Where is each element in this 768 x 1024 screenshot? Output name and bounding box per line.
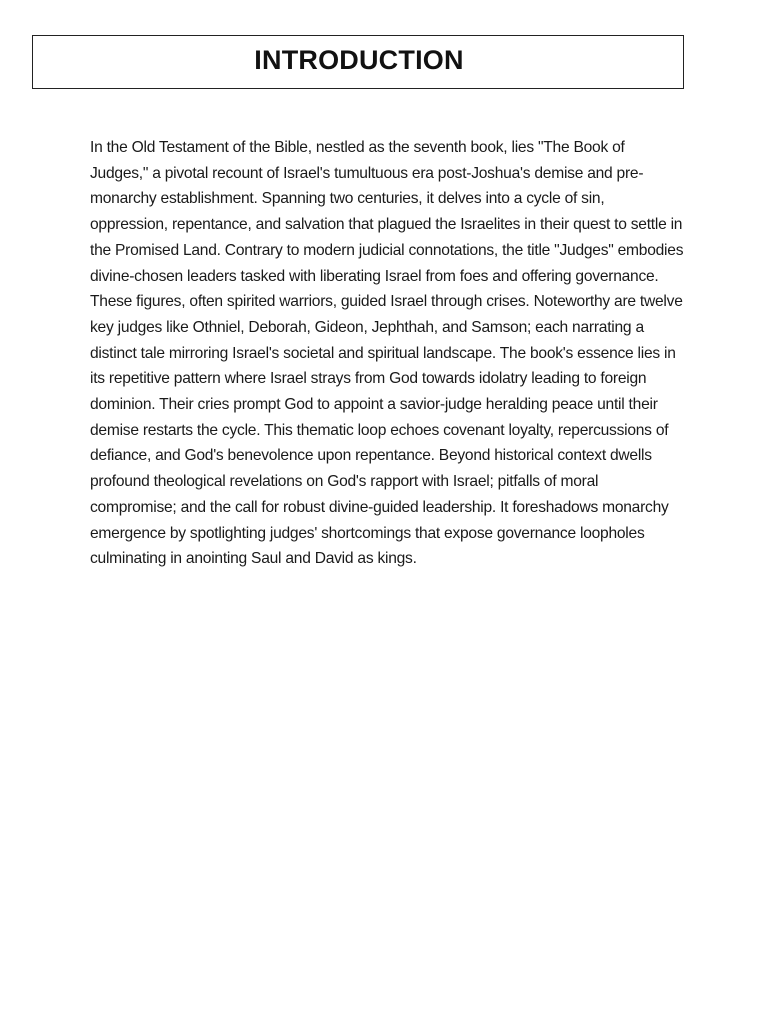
page-title: INTRODUCTION xyxy=(254,44,464,75)
introduction-paragraph: In the Old Testament of the Bible, nestled as the seventh book, lies "The Book of Judges," a pivotal recount of Israel's tumultuous era post-Joshua's demise and pre-monarchy establishment. Spanning two centuries, it delves into a cycle of sin, oppression, repentance, and salvation that plagued the Israelites in their quest to settle in the Promised Land. Contrary to modern judicial connotations, the title "Judges" embodies divine-chosen leaders tasked with liberating Israel from foes and offering governance. These figures, often spirited warriors, guided Israel through crises. Noteworthy are twelve key judges like Othniel, Deborah, Gideon, Jephthah, and Samson; each narrating a distinct tale mirroring Israel's societal and spiritual landscape. The book's essence lies in its repetitive pattern where Israel strays from God towards idolatry leading to foreign dominion. Their cries prompt God to appoint a savior-judge heralding peace until their demise restarts the cycle. This thematic loop echoes covenant loyalty, repercussions of defiance, and God's benevolence upon repentance. Beyond historical context dwells profound theological revelations on God's rapport with Israel; pitfalls of moral compromise; and the call for robust divine-guided leadership. It foreshadows monarchy emergence by spotlighting judges' shortcomings that expose governance loopholes culminating in anointing Saul and David as kings. xyxy=(90,139,684,568)
title-box xyxy=(32,35,684,89)
